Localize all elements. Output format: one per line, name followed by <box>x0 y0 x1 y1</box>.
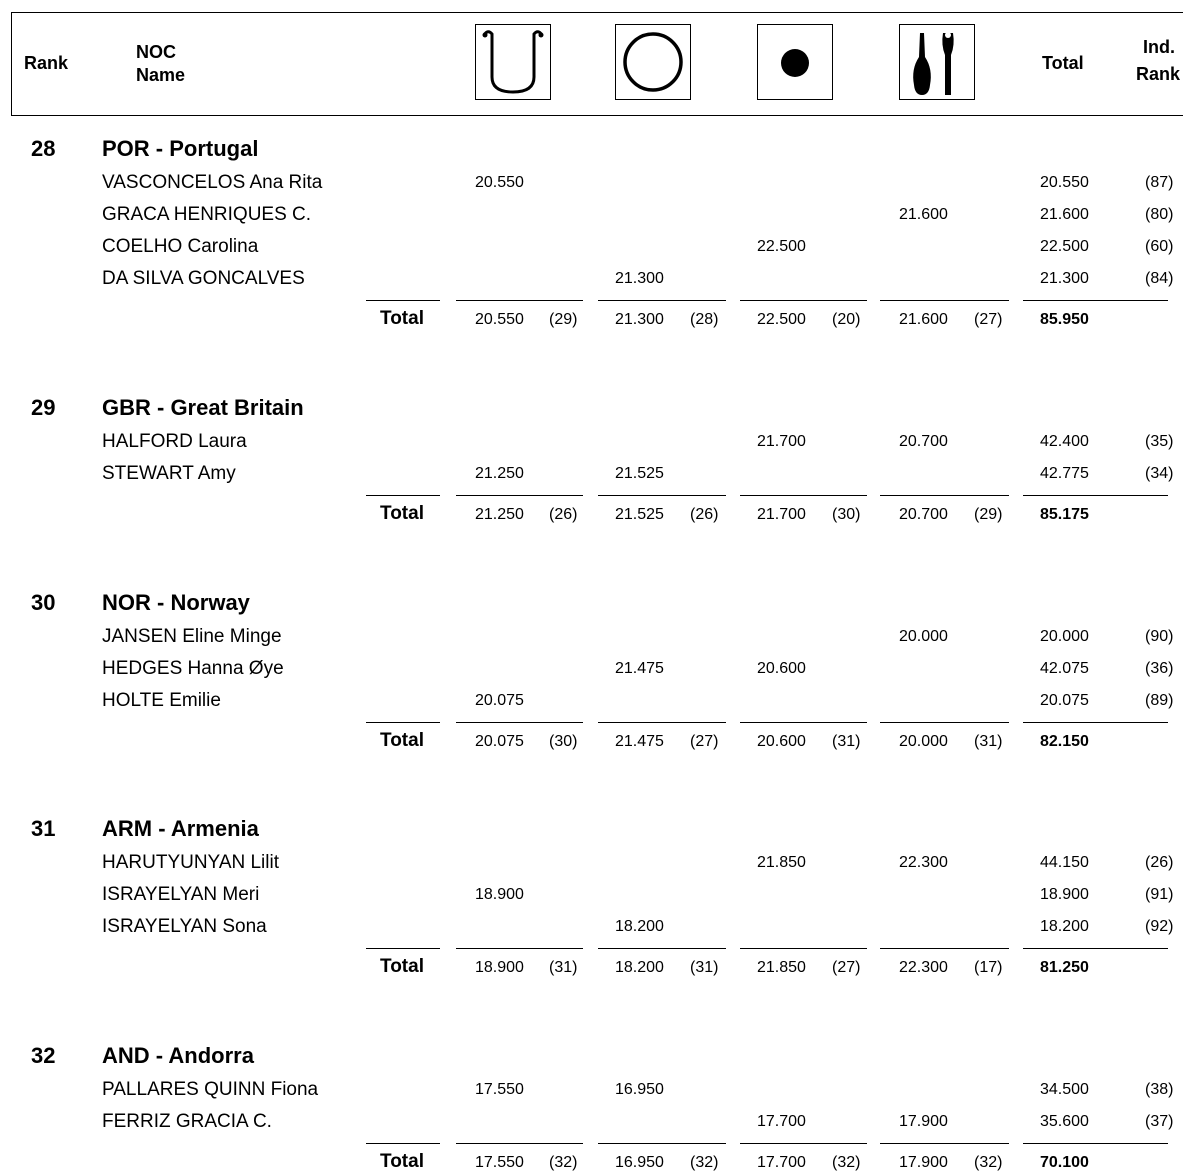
gymnast-name: STEWART Amy <box>102 463 236 484</box>
apparatus-score: 20.600 <box>757 660 806 677</box>
total-divider <box>740 722 867 723</box>
apparatus-team-rank: (31) <box>832 733 861 750</box>
total-divider <box>880 495 1009 496</box>
gymnast-name: HOLTE Emilie <box>102 690 221 711</box>
apparatus-team-score: 16.950 <box>615 1154 664 1171</box>
total-divider <box>740 1143 867 1144</box>
apparatus-team-rank: (30) <box>832 506 861 523</box>
gymnast-name: DA SILVA GONCALVES <box>102 268 305 289</box>
total-divider <box>1023 1143 1168 1144</box>
header-rank: Rank <box>24 53 69 73</box>
apparatus-score: 21.525 <box>615 465 664 482</box>
individual-rank: (91) <box>1145 886 1174 903</box>
team-total-row <box>0 307 1183 333</box>
gymnast-total: 42.400 <box>1040 433 1089 450</box>
individual-rank: (36) <box>1145 660 1174 677</box>
individual-rank: (38) <box>1145 1081 1174 1098</box>
total-divider <box>456 948 583 949</box>
gymnast-name: ISRAYELYAN Sona <box>102 916 267 937</box>
total-divider <box>1023 948 1168 949</box>
apparatus-team-score: 21.600 <box>899 311 948 328</box>
individual-rank: (84) <box>1145 270 1174 287</box>
clubs-icon <box>757 24 833 100</box>
gymnast-row <box>0 625 1183 657</box>
team-name: ARM - Armenia <box>102 816 259 841</box>
team-rank: 28 <box>31 136 56 161</box>
apparatus-score: 22.300 <box>899 854 948 871</box>
header-total: Total <box>1042 53 1084 73</box>
apparatus-team-rank: (32) <box>974 1154 1003 1171</box>
apparatus-score: 17.550 <box>475 1081 524 1098</box>
total-divider <box>880 1143 1009 1144</box>
gymnast-total: 20.550 <box>1040 174 1089 191</box>
apparatus-team-score: 21.300 <box>615 311 664 328</box>
individual-rank: (26) <box>1145 854 1174 871</box>
apparatus-team-rank: (27) <box>690 733 719 750</box>
apparatus-score: 20.075 <box>475 692 524 709</box>
apparatus-team-score: 17.550 <box>475 1154 524 1171</box>
apparatus-score: 20.700 <box>899 433 948 450</box>
team-rank: 31 <box>31 816 56 841</box>
apparatus-score: 18.200 <box>615 918 664 935</box>
apparatus-score: 20.550 <box>475 174 524 191</box>
team-name: NOR - Norway <box>102 590 250 615</box>
apparatus-score: 18.900 <box>475 886 524 903</box>
gymnast-name: ISRAYELYAN Meri <box>102 884 260 905</box>
header-noc: NOC <box>136 42 176 62</box>
team-name: POR - Portugal <box>102 136 259 161</box>
apparatus-team-rank: (28) <box>690 311 719 328</box>
gymnast-name: COELHO Carolina <box>102 236 259 257</box>
gymnast-name: HEDGES Hanna Øye <box>102 658 284 679</box>
total-divider <box>366 948 440 949</box>
team-total-row <box>0 729 1183 755</box>
gymnast-row <box>0 883 1183 915</box>
individual-rank: (34) <box>1145 465 1174 482</box>
apparatus-score: 21.475 <box>615 660 664 677</box>
apparatus-team-score: 18.900 <box>475 959 524 976</box>
total-divider <box>598 722 726 723</box>
apparatus-score: 21.600 <box>899 206 948 223</box>
total-divider <box>598 300 726 301</box>
gymnast-total: 35.600 <box>1040 1113 1089 1130</box>
gymnast-name: JANSEN Eline Minge <box>102 626 282 647</box>
total-divider <box>740 300 867 301</box>
apparatus-team-score: 22.300 <box>899 959 948 976</box>
apparatus-score: 17.700 <box>757 1113 806 1130</box>
total-divider <box>1023 300 1168 301</box>
gymnast-total: 42.775 <box>1040 465 1089 482</box>
apparatus-score: 20.000 <box>899 628 948 645</box>
gymnast-row <box>0 657 1183 689</box>
gymnast-row <box>0 689 1183 721</box>
gymnast-name: PALLARES QUINN Fiona <box>102 1079 319 1100</box>
total-divider <box>598 495 726 496</box>
gymnast-row <box>0 851 1183 883</box>
apparatus-team-rank: (29) <box>549 311 578 328</box>
individual-rank: (37) <box>1145 1113 1174 1130</box>
total-divider <box>740 948 867 949</box>
apparatus-score: 21.250 <box>475 465 524 482</box>
gymnast-name: GRACA HENRIQUES C. <box>102 204 312 225</box>
apparatus-team-score: 21.250 <box>475 506 524 523</box>
apparatus-team-score: 21.850 <box>757 959 806 976</box>
header-ind-rank: Rank <box>1136 64 1181 84</box>
apparatus-team-score: 20.550 <box>475 311 524 328</box>
apparatus-team-rank: (20) <box>832 311 861 328</box>
team-total-row <box>0 502 1183 528</box>
apparatus-team-score: 22.500 <box>757 311 806 328</box>
total-divider <box>880 300 1009 301</box>
apparatus-score: 17.900 <box>899 1113 948 1130</box>
apparatus-team-score: 20.700 <box>899 506 948 523</box>
individual-rank: (80) <box>1145 206 1174 223</box>
gymnast-name: HALFORD Laura <box>102 431 247 452</box>
gymnast-total: 21.600 <box>1040 206 1089 223</box>
apparatus-team-score: 17.700 <box>757 1154 806 1171</box>
total-divider <box>366 722 440 723</box>
apparatus-team-rank: (29) <box>974 506 1003 523</box>
team-name: GBR - Great Britain <box>102 395 304 420</box>
apparatus-team-score: 20.075 <box>475 733 524 750</box>
apparatus-team-score: 21.700 <box>757 506 806 523</box>
gymnast-row <box>0 235 1183 267</box>
individual-rank: (87) <box>1145 174 1174 191</box>
team-total-row <box>0 955 1183 981</box>
total-divider <box>366 1143 440 1144</box>
gymnast-row <box>0 203 1183 235</box>
apparatus-score: 21.300 <box>615 270 664 287</box>
apparatus-team-score: 17.900 <box>899 1154 948 1171</box>
ribbon-icon <box>899 24 975 100</box>
apparatus-team-rank: (30) <box>549 733 578 750</box>
total-divider <box>366 300 440 301</box>
total-divider <box>1023 495 1168 496</box>
apparatus-team-score: 21.475 <box>615 733 664 750</box>
total-label: Total <box>380 730 424 751</box>
header-name: Name <box>136 65 186 85</box>
apparatus-team-rank: (26) <box>690 506 719 523</box>
total-divider <box>456 495 583 496</box>
team-rank: 30 <box>31 590 56 615</box>
apparatus-score: 21.850 <box>757 854 806 871</box>
total-divider <box>456 722 583 723</box>
apparatus-team-rank: (31) <box>974 733 1003 750</box>
apparatus-team-score: 18.200 <box>615 959 664 976</box>
total-divider <box>366 495 440 496</box>
apparatus-team-rank: (26) <box>549 506 578 523</box>
gymnast-total: 20.075 <box>1040 692 1089 709</box>
individual-rank: (89) <box>1145 692 1174 709</box>
gymnast-name: VASCONCELOS Ana Rita <box>102 172 323 193</box>
team-grand-total: 85.950 <box>1040 311 1089 328</box>
gymnast-total: 34.500 <box>1040 1081 1089 1098</box>
apparatus-team-rank: (27) <box>974 311 1003 328</box>
gymnast-total: 22.500 <box>1040 238 1089 255</box>
total-divider <box>880 948 1009 949</box>
team-rank: 32 <box>31 1043 56 1068</box>
apparatus-team-rank: (27) <box>832 959 861 976</box>
total-divider <box>598 1143 726 1144</box>
individual-rank: (92) <box>1145 918 1174 935</box>
gymnast-total: 20.000 <box>1040 628 1089 645</box>
total-divider <box>740 495 867 496</box>
gymnast-name: HARUTYUNYAN Lilit <box>102 852 280 873</box>
apparatus-score: 21.700 <box>757 433 806 450</box>
results-header <box>11 12 1183 116</box>
team-grand-total: 82.150 <box>1040 733 1089 750</box>
team-grand-total: 81.250 <box>1040 959 1089 976</box>
gymnast-total: 18.200 <box>1040 918 1089 935</box>
total-divider <box>598 948 726 949</box>
total-divider <box>456 1143 583 1144</box>
total-divider <box>456 300 583 301</box>
gymnast-total: 42.075 <box>1040 660 1089 677</box>
apparatus-team-rank: (32) <box>690 1154 719 1171</box>
individual-rank: (60) <box>1145 238 1174 255</box>
gymnast-row <box>0 1110 1183 1142</box>
gymnast-total: 18.900 <box>1040 886 1089 903</box>
gymnast-row <box>0 462 1183 494</box>
gymnast-name: FERRIZ GRACIA C. <box>102 1111 272 1132</box>
header-ind: Ind. <box>1143 37 1175 57</box>
apparatus-team-rank: (32) <box>549 1154 578 1171</box>
team-total-row <box>0 1150 1183 1176</box>
apparatus-team-rank: (31) <box>690 959 719 976</box>
team-name: AND - Andorra <box>102 1043 254 1068</box>
ball-icon <box>615 24 691 100</box>
apparatus-score: 16.950 <box>615 1081 664 1098</box>
individual-rank: (90) <box>1145 628 1174 645</box>
team-rank: 29 <box>31 395 56 420</box>
gymnast-row <box>0 267 1183 299</box>
apparatus-score: 22.500 <box>757 238 806 255</box>
gymnast-total: 44.150 <box>1040 854 1089 871</box>
total-label: Total <box>380 956 424 977</box>
apparatus-team-score: 20.600 <box>757 733 806 750</box>
total-divider <box>880 722 1009 723</box>
apparatus-team-score: 20.000 <box>899 733 948 750</box>
gymnast-row <box>0 171 1183 203</box>
apparatus-team-score: 21.525 <box>615 506 664 523</box>
team-grand-total: 85.175 <box>1040 506 1089 523</box>
apparatus-team-rank: (17) <box>974 959 1003 976</box>
apparatus-team-rank: (31) <box>549 959 578 976</box>
apparatus-team-rank: (32) <box>832 1154 861 1171</box>
total-divider <box>1023 722 1168 723</box>
total-label: Total <box>380 308 424 329</box>
gymnast-row <box>0 1078 1183 1110</box>
total-label: Total <box>380 1151 424 1172</box>
individual-rank: (35) <box>1145 433 1174 450</box>
team-grand-total: 70.100 <box>1040 1154 1089 1171</box>
gymnast-total: 21.300 <box>1040 270 1089 287</box>
gymnast-row <box>0 915 1183 947</box>
hoop-icon <box>475 24 551 100</box>
gymnast-row <box>0 430 1183 462</box>
total-label: Total <box>380 503 424 524</box>
